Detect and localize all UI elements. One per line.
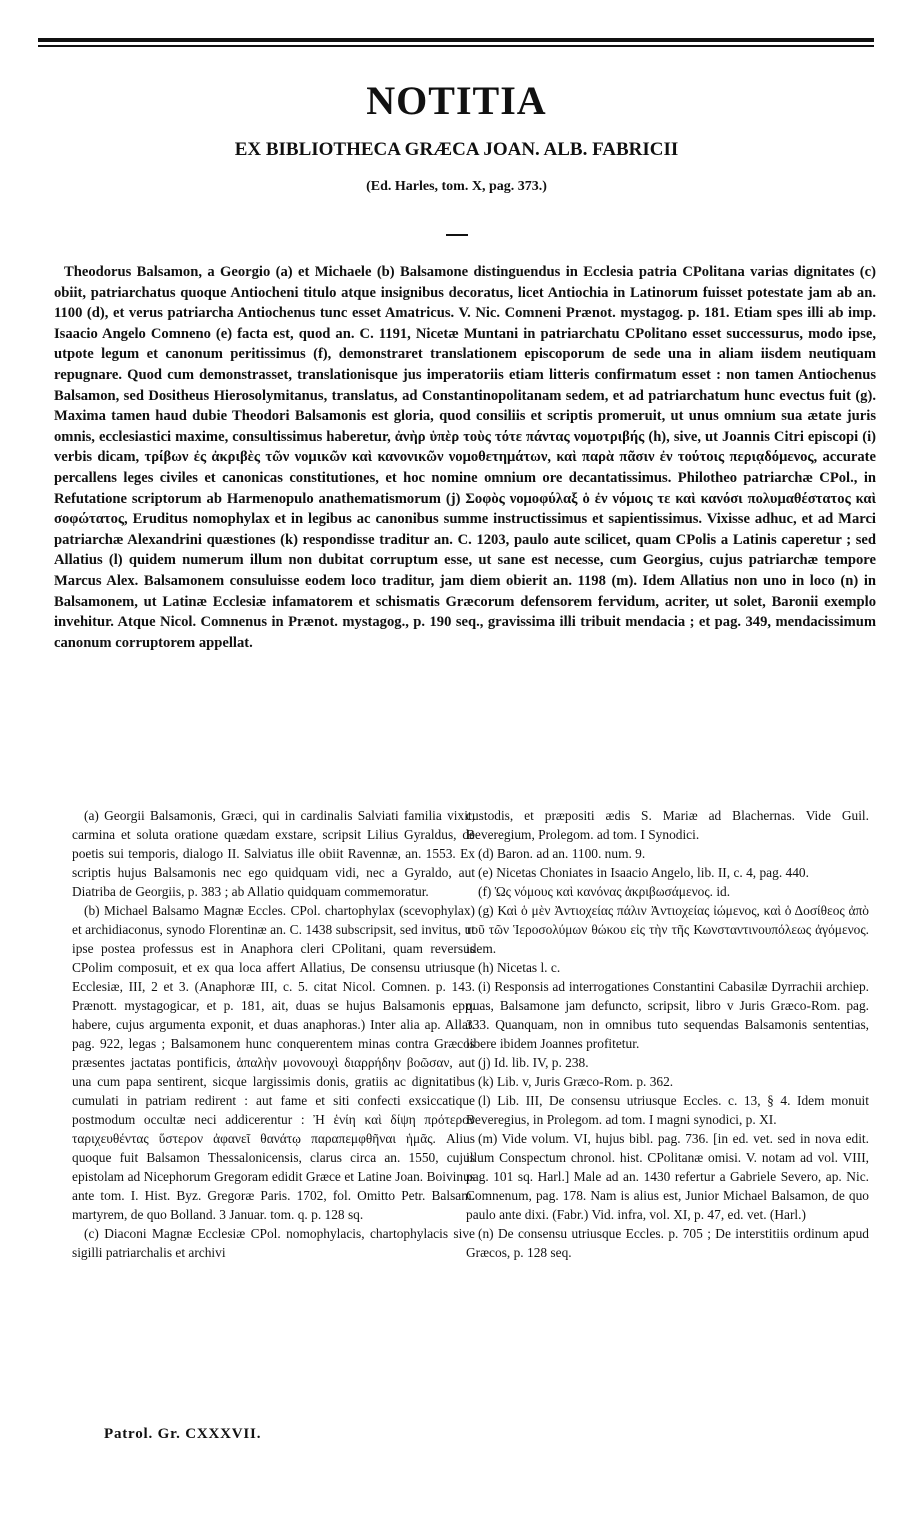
footnote-n: (n) De consensu utriusque Eccles. p. 705 ; De interstitiis ordinum apud Græcos, p. 128 seq. bbox=[466, 1226, 869, 1260]
top-rule-thin bbox=[38, 45, 874, 47]
footnote-k: (k) Lib. v, Juris Græco-Rom. p. 362. bbox=[478, 1074, 674, 1089]
footnote-g: (g) Καὶ ὁ μὲν Ἀντιοχείας πάλιν Ἀντιοχείας ἰώμενος, καὶ ὁ Δοσίθεος ἀπὸ τοῦ τῶν Ἱεροσολύμων θώκου εἰς τὴν τῆς Κωνσταντινουπόλεως ἀγόμενος. idem. bbox=[466, 903, 869, 956]
edition-reference: (Ed. Harles, tom. X, pag. 373.) bbox=[366, 179, 547, 194]
footnote-b: (b) Michael Balsamo Magnæ Eccles. CPol. chartophylax (scevophylax) et archidiaconus, synodo Florentinæ an. C. 1438 subscripsit, sed invitus, ut ipse postea professus est in Anaphora cleri CPolitani, quam reversus CPolim composuit, et ex qua loca affert Allatius, De consensu utriusque Ecclesiæ, III, 2 et 3. (Anaphoræ III, c. 5. citat Nicol. Comnen. p. 143. Prænott. mystagogicar, et p. 181, ait, duas se hujus Balsamonis epp. habere, cujus argumenta exponit, et duas anaphoras.) Inter alia ap. Allat. pag. 922, legas ; Balsamonem hunc conquerentem minas contra Græcos præsentes jactatas pontificis, ἁπαλὴν μονονουχὶ διαρρήδην βοῶσαν, aut una cum papa sentirent, sicque largissimis donis, gratiis ac dignitatibus cumulati in patriam redirent : aut fame et siti confecti exsiccatique postmodum occultæ neci addicerentur : Ἠ ἑνίη καὶ δίψη πρότερον ταριχευθέντας ὕστερον ἀφανεῖ θανάτῳ παραπεμφθῆναι ἡμᾶς. Alius quoque fuit Balsamon Thessalonicensis, clarus circa an. 1550, cujus epistolam ad Nicephorum Gregoram edidit Græce et Latine Joan. Boivinus ante tom. I. Hist. Byz. Gregoræ Paris. 1702, fol. Omitto Petr. Balsam. martyrem, de quo Bolland. 3 Januar. tom. q. p. 128 sq. bbox=[72, 903, 475, 1222]
footnote-c: (c) Diaconi Magnæ Ecclesiæ CPol. nomophylacis, chartophylacis sive sigilli patriarchalis et archivi bbox=[72, 1226, 475, 1260]
footnote-h: (h) Nicetas l. c. bbox=[478, 960, 561, 975]
footnotes-right-column bbox=[466, 806, 869, 1262]
patrologia-signature: Patrol. Gr. CXXXVII. bbox=[104, 1426, 262, 1442]
footnote-i: (i) Responsis ad interrogationes Constantini Cabasilæ Dyrrachii archiep. quas, Balsamone jam defuncto, scripsit, libro v Juris Græco-Rom. pag. 333. Quanquam, non in omnibus tuto sequendas Balsamonis sententias, libere ibidem Joannes profitetur. bbox=[466, 979, 869, 1051]
footnote-f: (f) Ὡς νόμους καὶ κανόνας ἀκριβωσάμενος. id. bbox=[478, 884, 731, 899]
footnotes-left-column bbox=[72, 806, 475, 1262]
top-rule-thick bbox=[38, 38, 874, 42]
footnote-e: (e) Nicetas Choniates in Isaacio Angelo, lib. II, c. 4, pag. 440. bbox=[478, 865, 809, 880]
footnote-d: (d) Baron. ad an. 1100. num. 9. bbox=[478, 846, 646, 861]
footnote-l: (l) Lib. III, De consensu utriusque Eccles. c. 13, § 4. Idem monuit Beveregius, in Prolegom. ad tom. I magni synodici, p. XI. bbox=[466, 1093, 869, 1127]
footnote-j: (j) Id. lib. IV, p. 238. bbox=[478, 1055, 589, 1070]
main-text: Theodorus Balsamon, a Georgio (a) et Michaele (b) Balsamone distinguendus in Ecclesia patria CPolitana varias dignitates (c) obiit, patriarchatus quoque Antiocheni titulo atque insignibus decoratus, licet Antiochia in Latinorum fuisset potestate jam ab an. 1100 (d), et verus patriarcha Antiochenus tunc esset Amatricus. V. Nic. Comneni Prænot. mystagog. p. 181. Etiam spes illi ab imp. Isaacio Angelo Comneno (e) facta est, quod an. C. 1191, Nicetæ Muntani in patriarchatu CPolitano esset successurus, modo ipse, utpote legum et canonum peritissimus (f), demonstraret translationem episcoporum de sede una in aliam iisdem neutiquam repugnare. Quod cum demonstrasset, translationisque jus imperatoriis etiam litteris confirmatum esset : non tamen Antiochenus Balsamon, sed Dositheus Hierosolymitanus, translatus, ad Constantinopolitanam sedem, et ad patriarchatum hunc evectus fuit (g). Maxima tamen haud dubie Theodori Balsamonis est gloria, quod consiliis et scriptis promeruit, ut unus omnium sua ætate juris omnis, ecclesiastici maxime, consultissimus haberetur, ἀνὴρ ὑπὲρ τοὺς τότε πάντας νομοτριβής (h), sive, ut Joannis Citri episcopi (i) verbis dicam, τρίβων ἐς ἀκριβὲς τῶν νομικῶν καὶ κανονικῶν νομοθετημάτων, καὶ παρὰ πᾶσιν ἐν τούτοις περιᾳδόμενος, accurate percallens leges civiles et canonicas constitutiones, et hoc nomine omnium ore decantatissimus. Philotheo patriarchæ CPol., in Refutatione scriptorum ab Harmenopulo anathematismorum (j) Σοφὸς νομοφύλαξ ὁ ἐν νόμοις τε καὶ κανόσι πολυμαθέστατος καὶ σοφώτατος, Eruditus nomophylax et in legibus ac canonibus summe instructissimus et sapientissimus. Vixisse adhuc, et ad Marci patriarchæ Alexandrini quæstiones (k) respondisse traditur an. C. 1203, paulo aute scilicet, quam CPolis a Latinis caperetur ; sed Allatius (l) quidem numerum illum non dubitat corruptum esse, ut sane est necesse, cum Georgius, cujus patriarchæ tempore Marcus Alex. Balsamonem consuluisse eodem loco traditur, jam diem obierit an. 1198 (m). Idem Allatius non uno in loco (n) in Balsamonem, ut Latinæ Ecclesiæ infamatorem et schismatis Græcorum defensorem fervidum, acriter, ut solet, Baronii exemplo invehitur. Atque Nicol. Comnenus in Prænot. mystagog., p. 190 seq., gravissima illi tribuit mendacia ; et pag. 349, mendacissimum canonum corruptorem appellat. bbox=[54, 264, 876, 651]
separator-dash bbox=[446, 234, 468, 236]
footnote-c-continued: custodis, et præpositi ædis S. Mariæ ad Blachernas. Vide Guil. Beveregium, Prolegom. ad tom. I Synodici. bbox=[466, 808, 869, 842]
footnote-a: (a) Georgii Balsamonis, Græci, qui in cardinalis Salviati familia vixit, carmina et soluta oratione quædam exstare, scripsit Lilius Gyraldus, de poetis sui temporis, dialogo II. Salviatus ille obiit Ravennæ, an. 1553. Ex scriptis hujus Balsamonis nec ego quidquam vidi, nec a Gyraldo, aut Diatriba de Georgiis, p. 383 ; ab Allatio quidquam commemoratur. bbox=[72, 808, 475, 899]
page-title: NOTITIA bbox=[366, 78, 547, 123]
page-subtitle: EX BIBLIOTHECA GRÆCA JOAN. ALB. FABRICII bbox=[234, 139, 679, 160]
footnote-m: (m) Vide volum. VI, hujus bibl. pag. 736. [in ed. vet. sed in nova edit. illum Conspectum chronol. hist. CPolitanæ omisi. V. notam ad vol. VIII, pag. 101 sq. Harl.] Male ad an. 1430 refertur a Gabriele Severo, ap. Nic. Comnenum, pag. 178. Nam is alius est, Junior Michael Balsamon, de quo paulo ante dixi. (Fabr.) Vid. infra, vol. XI, p. 47, ed. vet. (Harl.) bbox=[466, 1131, 869, 1222]
